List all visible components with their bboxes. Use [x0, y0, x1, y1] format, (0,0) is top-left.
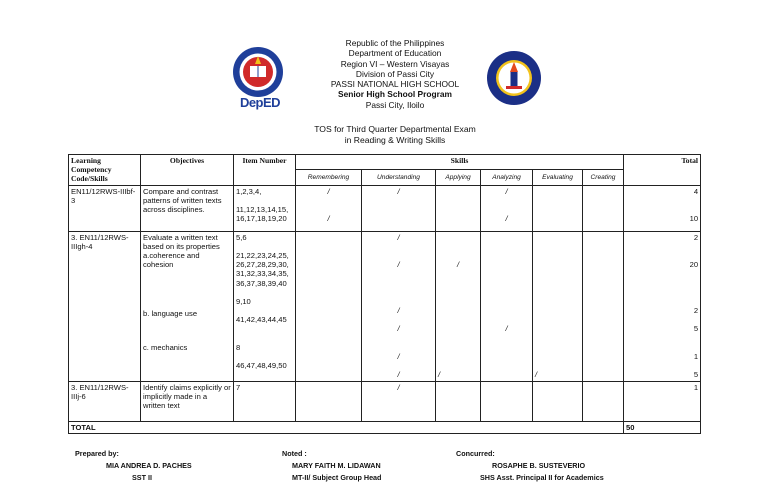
check-mark: [535, 352, 580, 361]
understanding-cell: [362, 185, 436, 231]
check-mark: [535, 269, 580, 278]
check-mark: [483, 315, 530, 324]
header-line-division: Division of Passi City: [355, 68, 435, 79]
item-line: 11,12,13,14,15,: [236, 204, 289, 214]
item-line: 21,22,23,24,25,: [236, 250, 289, 260]
check-mark: /: [456, 260, 460, 270]
header-line-republic: Republic of the Philippines: [345, 38, 445, 48]
concurred-name: ROSAPHE B. SUSTEVERIO: [492, 461, 586, 470]
item-line: [236, 242, 293, 251]
concurred-title: SHS Asst. Principal II for Academics: [480, 473, 604, 482]
check-mark: [438, 324, 478, 333]
check-mark: [535, 334, 580, 343]
applying-cell: [436, 185, 481, 231]
check-mark: [535, 242, 580, 251]
header-total: Total: [624, 155, 701, 186]
skill-header-analyzing: Analyzing: [481, 169, 533, 185]
total-value: 20: [689, 260, 699, 270]
evaluating-cell: [533, 231, 583, 381]
check-mark: [535, 260, 580, 269]
objective-line: b. language use: [143, 309, 198, 319]
check-mark: [535, 343, 580, 352]
check-mark: /: [327, 186, 330, 196]
concurred-label: Concurred:: [456, 449, 495, 458]
check-mark: /: [535, 370, 538, 380]
total-row: [69, 421, 701, 433]
check-mark: /: [397, 306, 400, 316]
check-mark: /: [397, 260, 400, 270]
check-mark: /: [397, 232, 400, 242]
check-mark: [483, 251, 530, 260]
header-line-region: Region VI – Western Visayas: [340, 58, 450, 69]
check-mark: [364, 288, 433, 297]
item-line: 46,47,48,49,50: [236, 361, 287, 371]
objective-line: a.coherence and cohesion: [143, 251, 200, 270]
total-label: TOTAL: [69, 421, 624, 433]
item-line: 41,42,43,44,45: [236, 315, 287, 325]
check-mark: [535, 233, 580, 242]
total-value: [626, 361, 698, 370]
objectives-cell: [141, 231, 234, 381]
understanding-cell: /: [362, 381, 436, 421]
noted-label: Noted :: [282, 449, 307, 458]
check-mark: [483, 205, 530, 214]
skill-header-understanding: Understanding: [362, 169, 436, 185]
check-mark: [483, 260, 530, 269]
school-seal: [486, 50, 542, 106]
check-mark: [535, 361, 580, 370]
tos-table: [68, 154, 701, 434]
item-line: 8: [236, 342, 241, 352]
title-line-2: in Reading & Writing Skills: [344, 134, 446, 145]
check-mark: [364, 297, 433, 306]
item-line: 5,6: [236, 232, 247, 242]
check-mark: [438, 361, 478, 370]
check-mark: [535, 279, 580, 288]
noted-title: MT-II/ Subject Group Head: [292, 473, 382, 482]
total-cell: [624, 231, 701, 381]
check-mark: [483, 196, 530, 205]
remembering-cell: [296, 231, 362, 381]
check-mark: /: [397, 352, 400, 362]
check-mark: [364, 315, 433, 324]
check-mark: [535, 315, 580, 324]
total-value: 2: [693, 306, 699, 316]
objective-line: c. mechanics: [143, 342, 188, 352]
analyzing-cell: [481, 231, 533, 381]
total-value: [626, 242, 698, 251]
item-line: 16,17,18,19,20: [236, 214, 287, 224]
header-objectives: Objectives: [141, 155, 234, 186]
check-mark: [483, 306, 530, 315]
check-mark: [438, 334, 478, 343]
competency-cell: 3. EN11/12RWS-IIIgh-4: [69, 231, 141, 381]
total-value: 1: [693, 352, 699, 362]
total-value: [626, 279, 698, 288]
remembering-cell: [296, 381, 362, 421]
skill-header-evaluating: Evaluating: [533, 169, 583, 185]
prepared-label: Prepared by:: [75, 449, 119, 458]
check-mark: [364, 279, 433, 288]
skill-header-remembering: Remembering: [296, 169, 362, 185]
creating-cell: [583, 231, 624, 381]
check-mark: /: [327, 214, 330, 224]
check-mark: [364, 269, 433, 278]
total-value: 5: [693, 324, 699, 334]
header-row-1: [69, 155, 701, 170]
items-cell: [234, 231, 296, 381]
item-line: [236, 324, 293, 333]
skill-header-creating: Creating: [583, 169, 624, 185]
check-mark: /: [397, 324, 400, 334]
check-mark: /: [438, 370, 441, 380]
check-mark: [438, 233, 478, 242]
total-value: [626, 334, 698, 343]
check-mark: [298, 205, 359, 214]
total-value: 10: [689, 214, 699, 224]
remembering-cell: [296, 185, 362, 231]
item-line: [236, 196, 293, 205]
objectives-cell: Identify claims explicitly or implicitly made in a written text: [141, 381, 234, 421]
header-competency: Learning Competency Code/Skills: [69, 155, 141, 186]
creating-cell: [583, 381, 624, 421]
header-skills: Skills: [296, 155, 624, 170]
check-mark: /: [505, 324, 508, 334]
total-value: 4: [693, 186, 699, 196]
item-line: 26,27,28,29,30,: [236, 260, 289, 270]
grand-total: 50: [624, 421, 701, 433]
check-mark: [364, 251, 433, 260]
item-line: 9,10: [236, 296, 251, 306]
deped-logo-text: DepED: [239, 95, 281, 110]
check-mark: [483, 242, 530, 251]
check-mark: [364, 334, 433, 343]
check-mark: [438, 288, 478, 297]
items-cell: 7: [234, 381, 296, 421]
analyzing-cell: [481, 381, 533, 421]
applying-cell: [436, 231, 481, 381]
check-mark: [483, 269, 530, 278]
check-mark: [438, 343, 478, 352]
header-location: Passi City, Iloilo: [365, 99, 425, 110]
check-mark: [535, 288, 580, 297]
item-line: 31,32,33,34,35,: [236, 269, 289, 279]
check-mark: [483, 279, 530, 288]
check-mark: [364, 343, 433, 352]
check-mark: [535, 251, 580, 260]
objective-line: Evaluate a written text based on its properties: [143, 232, 220, 251]
total-value: [626, 251, 698, 260]
total-value: [626, 196, 698, 205]
check-mark: [438, 306, 478, 315]
check-mark: [438, 269, 478, 278]
check-mark: [483, 233, 530, 242]
check-mark: [438, 352, 478, 361]
title-line-1: TOS for Third Quarter Departmental Exam: [314, 124, 476, 134]
check-mark: [438, 242, 478, 251]
total-value: [626, 269, 698, 278]
check-mark: [438, 297, 478, 306]
header-program: Senior High School Program: [337, 89, 452, 100]
item-line: [236, 306, 293, 315]
total-value: 2: [693, 232, 699, 242]
item-line: [236, 334, 293, 343]
applying-cell: [436, 381, 481, 421]
total-value: [626, 297, 698, 306]
prepared-name: MIA ANDREA D. PACHES: [106, 461, 192, 470]
total-cell: [624, 185, 701, 231]
check-mark: [438, 251, 478, 260]
item-line: 36,37,38,39,40: [236, 278, 287, 288]
total-value: 5: [693, 370, 699, 380]
check-mark: [535, 297, 580, 306]
evaluating-cell: [533, 185, 583, 231]
check-mark: /: [505, 214, 508, 224]
objectives-cell: Compare and contrast patterns of written texts across disciplines.: [141, 185, 234, 231]
analyzing-cell: [481, 185, 533, 231]
check-mark: /: [397, 370, 400, 380]
check-mark: [483, 297, 530, 306]
table-row: [69, 185, 701, 231]
evaluating-cell: [533, 381, 583, 421]
total-cell: 1: [624, 381, 701, 421]
competency-cell: 3. EN11/12RWS-IIIj-6: [69, 381, 141, 421]
total-value: [626, 343, 698, 352]
skill-header-applying: Applying: [436, 169, 481, 185]
item-line: [236, 288, 293, 297]
competency-cell: EN11/12RWS-IIIbf-3: [69, 185, 141, 231]
check-mark: [483, 288, 530, 297]
document-header: [300, 38, 490, 110]
header-line-department: Department of Education: [348, 48, 442, 59]
check-mark: [364, 361, 433, 370]
item-line: 1,2,3,4,: [236, 186, 262, 196]
check-mark: [298, 196, 359, 205]
table-row: [69, 231, 701, 381]
total-value: [626, 288, 698, 297]
items-cell: [234, 185, 296, 231]
understanding-cell: [362, 231, 436, 381]
check-mark: [364, 242, 433, 251]
check-mark: /: [397, 186, 400, 196]
prepared-title: SST II: [132, 473, 152, 482]
deped-seal: [232, 46, 284, 98]
creating-cell: [583, 185, 624, 231]
item-line: [236, 352, 293, 361]
total-value: [626, 315, 698, 324]
total-value: [626, 205, 698, 214]
noted-name: MARY FAITH M. LIDAWAN: [292, 461, 381, 470]
check-mark: [438, 279, 478, 288]
header-item-number: Item Number: [234, 155, 296, 186]
check-mark: /: [505, 186, 508, 196]
header-line-school: PASSI NATIONAL HIGH SCHOOL: [330, 79, 460, 90]
table-row: [69, 381, 701, 421]
check-mark: [535, 324, 580, 333]
document-title: [300, 124, 490, 145]
check-mark: [438, 315, 478, 324]
check-mark: [535, 306, 580, 315]
